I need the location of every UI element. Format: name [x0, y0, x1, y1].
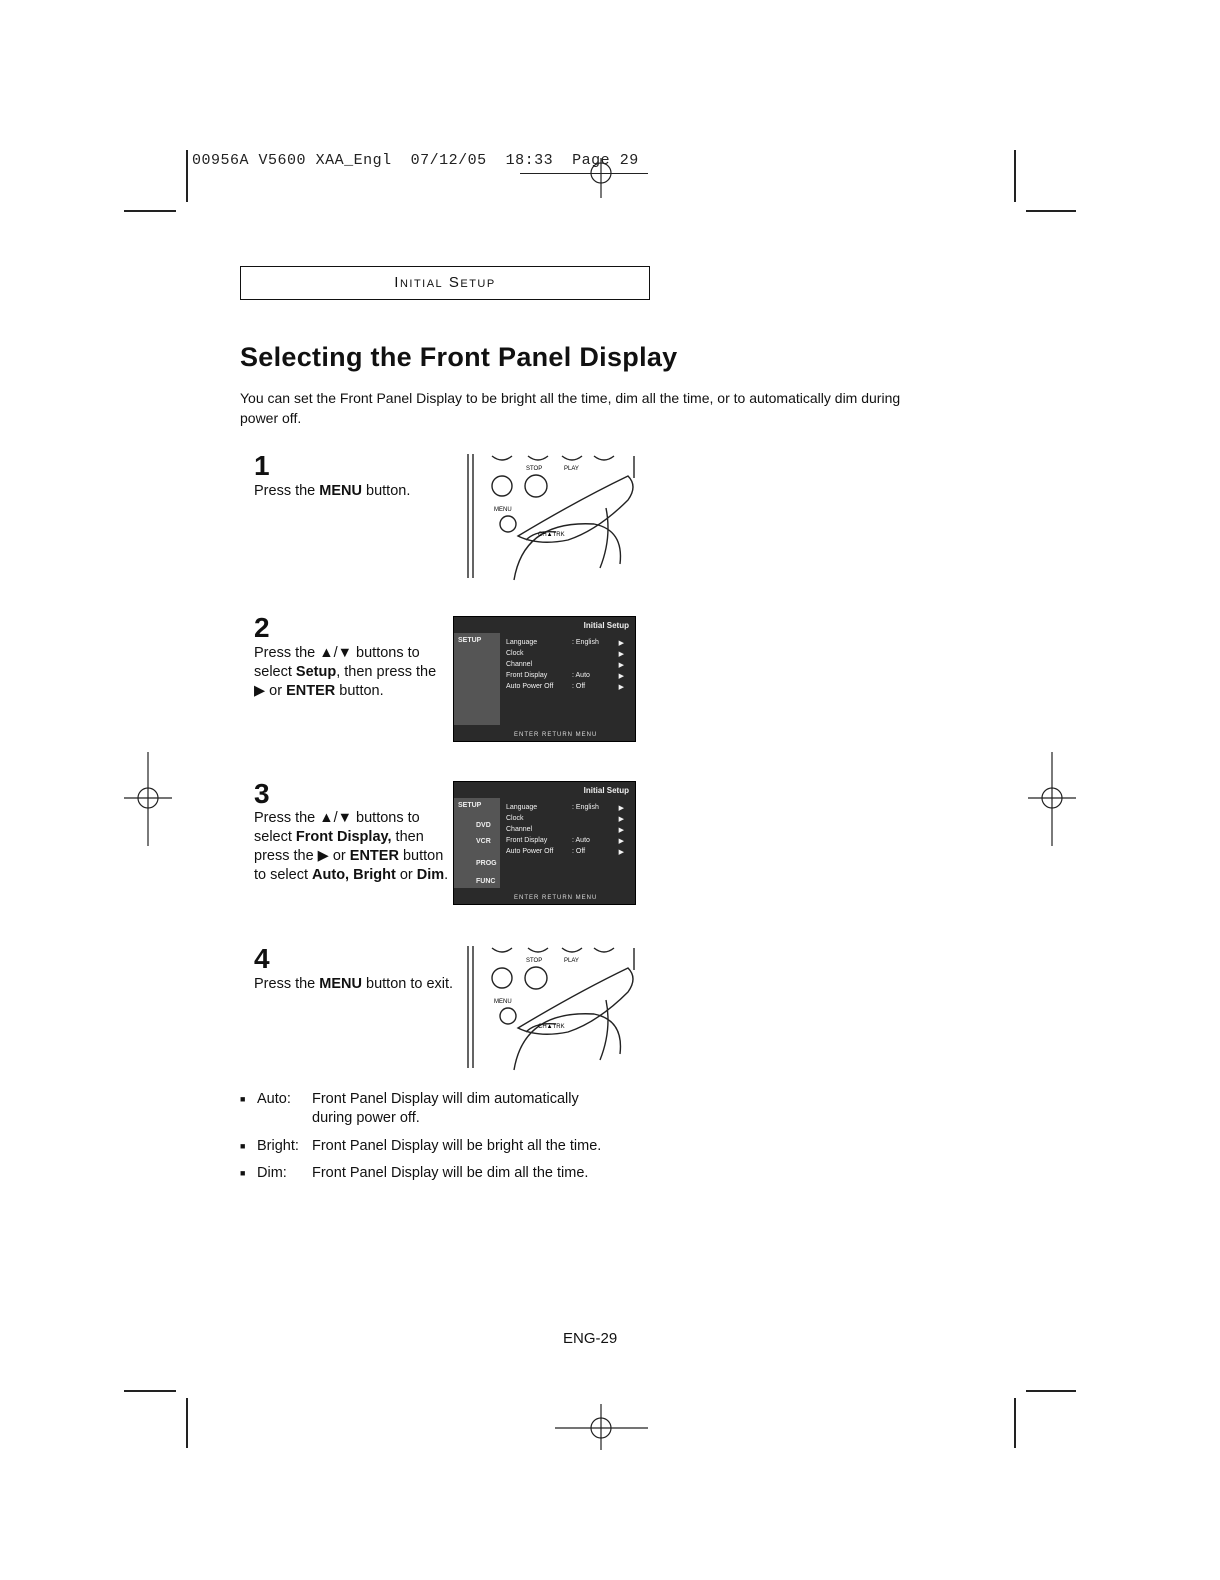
menu-label: MENU	[494, 999, 512, 1005]
step-3-number: 3	[254, 778, 270, 809]
page-number: ENG-29	[563, 1330, 618, 1347]
osd-tab-setup: SETUP	[458, 802, 482, 809]
osd-row-channel: Channel ▶	[506, 661, 624, 669]
section-header: Initial Setup	[394, 274, 496, 291]
osd-row-clock: Clock ▶	[506, 650, 624, 658]
printer-slug: 00956A V5600 XAA_Engl 07/12/05 18:33 Page 29	[192, 152, 639, 169]
osd-tab-setup: SETUP	[458, 637, 482, 644]
step-4-number: 4	[254, 943, 270, 974]
step-2-number: 2	[254, 612, 270, 643]
stop-label: STOP	[526, 466, 543, 472]
osd-row-language: Language : English ▶	[506, 639, 624, 647]
osd-row-auto-power-off: Auto Power Off : Off ▶	[506, 848, 624, 856]
osd-row-auto-power-off: Auto Power Off : Off ▶	[506, 683, 624, 691]
step-2-text: Press the ▲/▼ buttons to select Setup, then press the ▶ or ENTER button.	[254, 645, 437, 699]
osd-header: Initial Setup	[583, 621, 629, 630]
play-label: PLAY	[564, 958, 579, 964]
osd-tab-dvd: DVD	[476, 822, 491, 829]
osd-header: Initial Setup	[583, 786, 629, 795]
bullet-icon: ■	[240, 1094, 246, 1104]
bullet-icon: ■	[240, 1141, 246, 1151]
step-1-text: Press the MENU button.	[254, 483, 411, 499]
intro-paragraph: You can set the Front Panel Display to be bright all the time, dim all the time, or to automatically dim during power off.	[240, 390, 901, 426]
osd-row-front-display: Front Display : Auto ▶	[506, 672, 624, 680]
remote-illustration-1	[466, 450, 641, 582]
osd-tab-vcr: VCR	[476, 838, 491, 845]
page-title: Selecting the Front Panel Display	[240, 342, 678, 372]
ch-trk-label: CH▲TRK	[538, 532, 565, 538]
osd-footer: ENTER RETURN MENU	[514, 732, 598, 738]
menu-label: MENU	[494, 507, 512, 513]
step-1-number: 1	[254, 450, 270, 481]
bullet-icon: ■	[240, 1168, 246, 1178]
osd-footer: ENTER RETURN MENU	[514, 895, 598, 901]
osd-tab-func: FUNC	[476, 878, 496, 885]
stop-label: STOP	[526, 958, 543, 964]
osd-tab-prog: PROG	[476, 860, 497, 867]
step-3-text: Press the ▲/▼ buttons to select Front Display, then press the ▶ or ENTER button to select Auto, Bright or Dim.	[254, 810, 449, 883]
play-label: PLAY	[564, 466, 579, 472]
osd-screen-1	[453, 616, 636, 742]
osd-row-clock: Clock ▶	[506, 815, 624, 823]
osd-row-channel: Channel ▶	[506, 826, 624, 834]
osd-screen-2	[453, 781, 636, 905]
osd-row-language: Language : English ▶	[506, 804, 624, 812]
osd-sidebar	[454, 633, 500, 725]
osd-row-front-display: Front Display : Auto ▶	[506, 837, 624, 845]
remote-illustration-2	[466, 942, 641, 1072]
ch-trk-label: CH▲TRK	[538, 1024, 565, 1030]
step-4-text: Press the MENU button to exit.	[254, 976, 454, 992]
